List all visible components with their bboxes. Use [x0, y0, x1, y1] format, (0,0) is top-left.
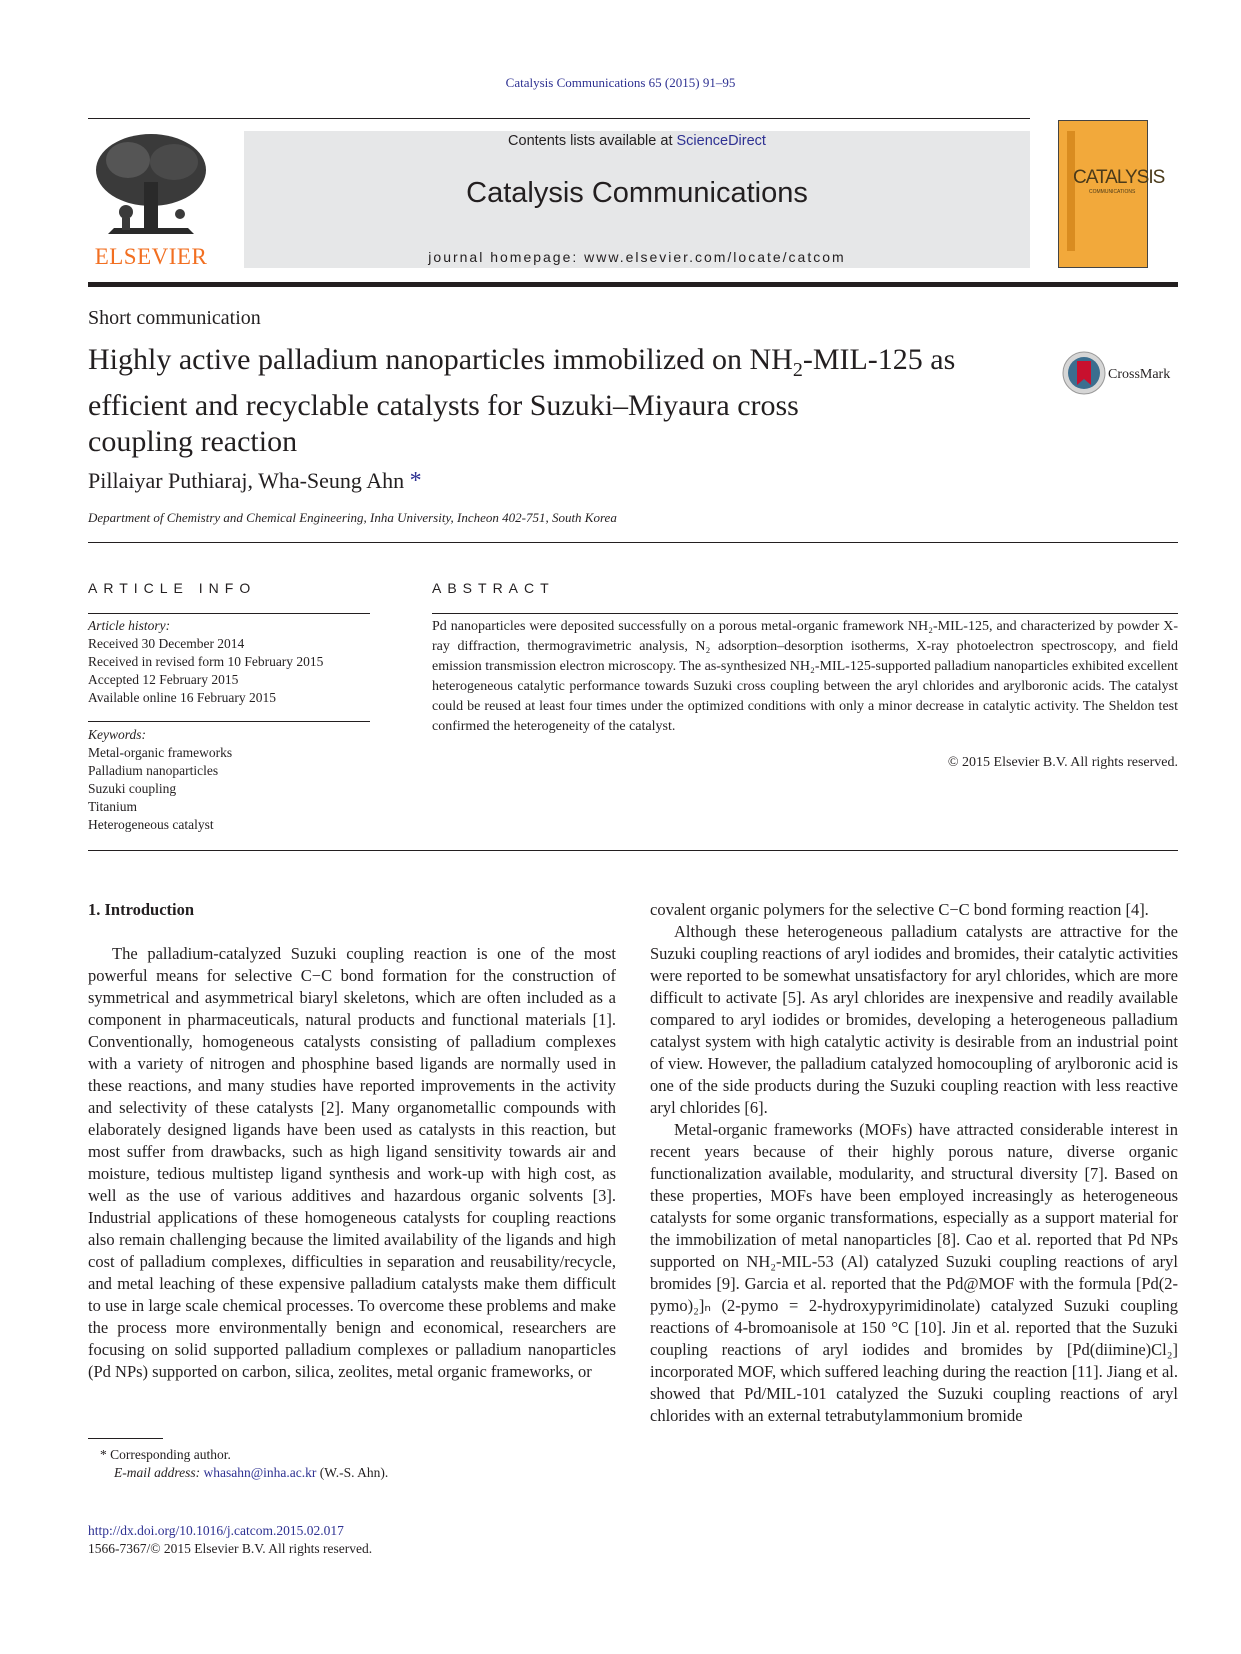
- abstract-copyright: © 2015 Elsevier B.V. All rights reserved.: [947, 755, 1178, 770]
- contents-line: [244, 133, 1030, 149]
- rule-below-abstract: [88, 850, 1178, 851]
- footer: [88, 1522, 372, 1558]
- title-line-3: coupling reaction: [88, 425, 298, 458]
- title-line-2: efficient and recyclable catalysts for Suzuki–Miyaura cross: [88, 389, 799, 422]
- elsevier-tree-icon: [88, 130, 214, 238]
- keyword-item: Titanium: [88, 799, 138, 814]
- body-right-column: [650, 899, 1178, 1427]
- paragraph: covalent organic polymers for the selective C−C bond forming reaction [4].: [650, 900, 1149, 919]
- footnote-mark: *: [100, 1447, 107, 1462]
- history-item: Available online 16 February 2015: [88, 690, 276, 705]
- cover-subtitle: COMMUNICATIONS: [1089, 189, 1136, 195]
- history-item: Received in revised form 10 February 2015: [88, 654, 324, 669]
- section-heading: 1. Introduction: [88, 900, 195, 919]
- keyword-item: Metal-organic frameworks: [88, 745, 233, 760]
- article-history: [88, 617, 370, 707]
- history-item: Accepted 12 February 2015: [88, 672, 239, 687]
- crossmark-icon: [1062, 351, 1106, 395]
- journal-cover: [1058, 120, 1165, 268]
- title-line-1a: Highly active palladium nanoparticles immobilized on NH: [88, 343, 793, 376]
- info-rule-2: [88, 721, 370, 722]
- journal-title: Catalysis Communications: [466, 177, 808, 209]
- keyword-item: Heterogeneous catalyst: [88, 817, 214, 832]
- paragraph: Although these heterogeneous palladium catalysts are attractive for the Suzuki coupling reactions of aryl iodides and bromides, their catalytic activities were reported to be somewhat unsatisfactory for aryl chlorides, which are more difficult to activate [5]. As aryl chlorides are inexpensive and readily available compared to aryl iodides or bromides, developing a heterogeneous palladium catalyst system with high catalytic activity is desirable from an industrial point of view. However, the palladium catalyzed homocoupling of arylboronic acid is one of the side products during the Suzuki coupling reaction with less reactive aryl chlorides [6].: [650, 922, 1178, 1117]
- history-item: Received 30 December 2014: [88, 636, 245, 651]
- title-subscript: 2: [792, 359, 803, 381]
- info-rule-1: [88, 613, 370, 614]
- keywords-label: Keywords:: [88, 727, 146, 742]
- cover-strip: [1067, 131, 1075, 251]
- cover-title: CATALYSIS: [1073, 167, 1165, 188]
- crossmark-label: CrossMark: [1108, 367, 1171, 382]
- article-type: Short communication: [88, 307, 261, 329]
- paragraph: The palladium-catalyzed Suzuki coupling reaction is one of the most powerful means for selective C−C bond formation for the construction of symmetrical and asymmetrical biaryl skeletons, which are often included as a component in pharmaceuticals, natural products and functional materials [1]. Conventionally, homogeneous catalysts consisting of palladium complexes with a variety of nitrogen and phosphine based ligands are normally used in these reactions, and many studies have reported improvements in the activity and selectivity of these catalysts [2]. Many organometallic compounds with elaborately designed ligands have been used as catalysts in this reaction, but most suffer from drawbacks, such as high ligand sensitivity towards air and moisture, tedious multistep ligand synthesis and work-up with high cost, as well as the use of various additives and hazardous organic solvents [3]. Industrial applications of these homogeneous catalysts for coupling reactions also remain challenging because the limited availability of the ligands and high cost of palladium complexes, difficulties in separation and reusability/recycle, and metal leaching of these expensive palladium catalysts make them difficult to use in large scale chemical processes. To overcome these problems and make the process more environmentally benign and economical, researchers are focusing on solid supported palladium complexes or palladium nanoparticles (Pd NPs) supported on carbon, silica, zeolites, metal organic frameworks, or: [88, 944, 616, 1381]
- keyword-item: Palladium nanoparticles: [88, 763, 219, 778]
- authors: [88, 468, 422, 495]
- journal-reference[interactable]: Catalysis Communications 65 (2015) 91–95: [505, 75, 736, 90]
- footnote: [88, 1446, 648, 1482]
- rule-below-affiliation: [88, 542, 1178, 543]
- abstract-rule: [432, 613, 1178, 614]
- affiliation: Department of Chemistry and Chemical Engineering, Inha University, Incheon 402-751, South Korea: [88, 510, 617, 525]
- header-rule: [88, 118, 1030, 119]
- email-suffix: (W.-S. Ahn).: [319, 1465, 389, 1480]
- email-link[interactable]: whasahn@inha.ac.kr: [203, 1465, 317, 1480]
- keywords: [88, 726, 370, 834]
- corresponding-mark[interactable]: *: [409, 468, 422, 494]
- author-names: Pillaiyar Puthiaraj, Wha-Seung Ahn: [88, 468, 405, 493]
- header-thick-rule: [88, 282, 1178, 287]
- abstract-heading: ABSTRACT: [432, 580, 555, 596]
- footnote-rule: [88, 1438, 163, 1439]
- article-title: [88, 342, 1048, 460]
- email-label: E-mail address:: [114, 1465, 201, 1480]
- title-line-1b: -MIL-125 as: [802, 343, 956, 376]
- journal-homepage[interactable]: journal homepage: www.elsevier.com/locate/catcom: [428, 249, 846, 265]
- issn-line: 1566-7367/© 2015 Elsevier B.V. All rights reserved.: [88, 1541, 373, 1556]
- history-label: Article history:: [88, 618, 171, 633]
- elsevier-wordmark: ELSEVIER: [94, 244, 208, 269]
- keyword-item: Suzuki coupling: [88, 781, 177, 796]
- contents-prefix: Contents lists available at: [508, 133, 677, 149]
- footnote-corresponding: Corresponding author.: [110, 1447, 231, 1462]
- crossmark-badge[interactable]: [1062, 351, 1171, 400]
- elsevier-logo: [88, 130, 214, 270]
- article-info-heading: ARTICLE INFO: [88, 580, 257, 596]
- sciencedirect-link[interactable]: ScienceDirect: [676, 133, 766, 149]
- paragraph: Metal-organic frameworks (MOFs) have attracted considerable interest in recent years because of their highly porous nature, diverse organic functionalization available, modularity, and structural diversity [7]. Based on these properties, MOFs have been employed increasingly as heterogeneous catalysts for some organic transformations, especially as a support material for the immobilization of metal nanoparticles [8]. Cao et al. reported that Pd NPs supported on NH₂-MIL-53 (Al) catalyzed Suzuki coupling reactions of aryl bromides [9]. Garcia et al. reported that the Pd@MOF with the formula [Pd(2-pymo)₂]ₙ (2-pymo = 2-hydroxypyrimidinolate) catalyzed Suzuki coupling reactions of 4-bromoanisole at 150 °C [10]. Jin et al. reported that the Suzuki coupling reactions of aryl iodides and bromides by [Pd(diimine)Cl₂] incorporated MOF, which suffered leaching during the reaction [11]. Jiang et al. showed that Pd/MIL-101 catalyzed the Suzuki coupling reactions of aryl chlorides with an external tetrabutylammonium bromide: [650, 1120, 1178, 1425]
- abstract-text: Pd nanoparticles were deposited successfully on a porous metal-organic framework NH₂-MIL-125, and characterized by powder X-ray diffraction, thermogravimetric analysis, N₂ adsorption–desorption isotherms, X-ray photoelectron spectroscopy, and field emission transmission electron microscopy. The as-synthesized NH₂-MIL-125-supported palladium nanoparticles exhibited excellent heterogeneous catalytic performance towards Suzuki cross coupling between the aryl chlorides and arylboronic acids. The catalyst could be reused at least four times under the optimized conditions with only a minor decrease in catalytic activity. The Sheldon test confirmed the heterogeneity of the catalyst.: [432, 619, 1178, 734]
- body-left-column: [88, 899, 616, 1383]
- doi-link[interactable]: http://dx.doi.org/10.1016/j.catcom.2015.02.017: [88, 1523, 344, 1538]
